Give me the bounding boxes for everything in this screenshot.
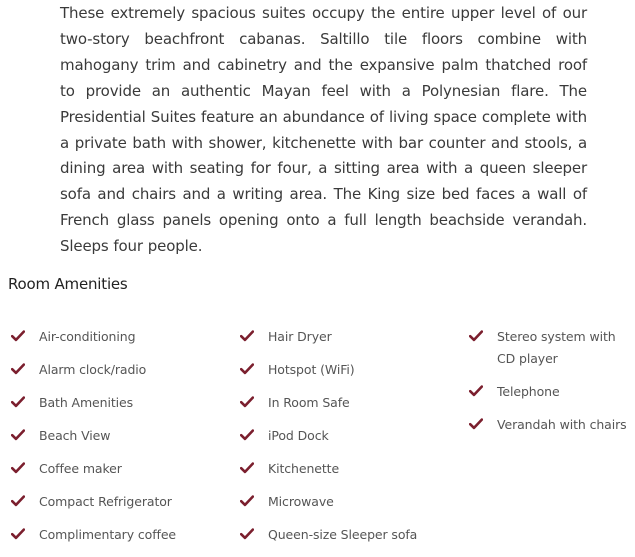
check-icon — [240, 363, 254, 375]
amenity-label: Beach View — [39, 428, 111, 443]
check-icon — [11, 363, 25, 375]
amenity-item — [240, 359, 455, 381]
amenity-item — [11, 425, 226, 447]
amenity-label: Complimentary coffee — [39, 527, 176, 542]
amenity-label: Compact Refrigerator — [39, 494, 172, 509]
amenity-label: Telephone — [497, 384, 560, 399]
check-icon — [11, 462, 25, 474]
amenity-label: Queen-size Sleeper sofa — [268, 527, 418, 542]
amenity-item — [11, 326, 226, 348]
amenity-label: Bath Amenities — [39, 395, 134, 410]
amenity-label: In Room Safe — [268, 395, 350, 410]
check-icon — [240, 429, 254, 441]
amenity-label: Alarm clock/radio — [39, 362, 147, 377]
amenities-column-1 — [11, 326, 226, 557]
amenity-label: Hotspot (WiFi) — [268, 362, 355, 377]
amenity-label: Stereo system with CD player — [497, 329, 616, 366]
check-icon — [469, 385, 483, 397]
check-icon — [240, 495, 254, 507]
amenity-label: Coffee maker — [39, 461, 122, 476]
amenity-item — [240, 491, 455, 513]
check-icon — [11, 396, 25, 408]
amenity-item — [469, 381, 635, 403]
check-icon — [240, 528, 254, 540]
check-icon — [469, 418, 483, 430]
amenity-item — [240, 326, 455, 348]
check-icon — [11, 528, 25, 540]
amenities-column-2 — [240, 326, 455, 557]
check-icon — [11, 330, 25, 342]
check-icon — [11, 429, 25, 441]
amenity-item — [11, 458, 226, 480]
check-icon — [240, 462, 254, 474]
check-icon — [11, 495, 25, 507]
amenity-item — [240, 524, 455, 546]
check-icon — [240, 396, 254, 408]
amenity-label: Verandah with chairs — [497, 417, 627, 432]
amenity-label: Kitchenette — [268, 461, 340, 476]
room-amenities-heading: Room Amenities — [8, 275, 128, 293]
amenity-item — [469, 414, 635, 436]
amenity-label: Air-conditioning — [39, 329, 136, 344]
amenity-label: Microwave — [268, 494, 334, 509]
suite-description: These extremely spacious suites occupy the entire upper level of our two-story beachfront cabanas. Saltillo tile floors combine with mahogany trim and cabinetry and the expansive palm thatched roof to provide an authentic Mayan feel with a Polynesian flare. The Presidential Suites feature an abundance of living space complete with a private bath with shower, kitchenette with bar counter and stools, a dining area with seating for four, a sitting area with a queen sleeper sofa and chairs and a writing area. The King size bed faces a wall of French glass panels opening onto a full length beachside verandah. Sleeps four people. — [60, 4, 587, 256]
check-icon — [469, 330, 483, 342]
amenity-item — [240, 458, 455, 480]
amenity-item — [240, 392, 455, 414]
amenity-item — [11, 359, 226, 381]
amenities-column-3 — [469, 326, 635, 447]
amenity-item — [469, 326, 635, 370]
amenity-item — [11, 392, 226, 414]
check-icon — [240, 330, 254, 342]
amenity-item — [11, 491, 226, 513]
amenities-list — [0, 326, 635, 557]
amenity-label: iPod Dock — [268, 428, 329, 443]
amenity-label: Hair Dryer — [268, 329, 332, 344]
amenity-item — [240, 425, 455, 447]
amenity-item — [11, 524, 226, 546]
